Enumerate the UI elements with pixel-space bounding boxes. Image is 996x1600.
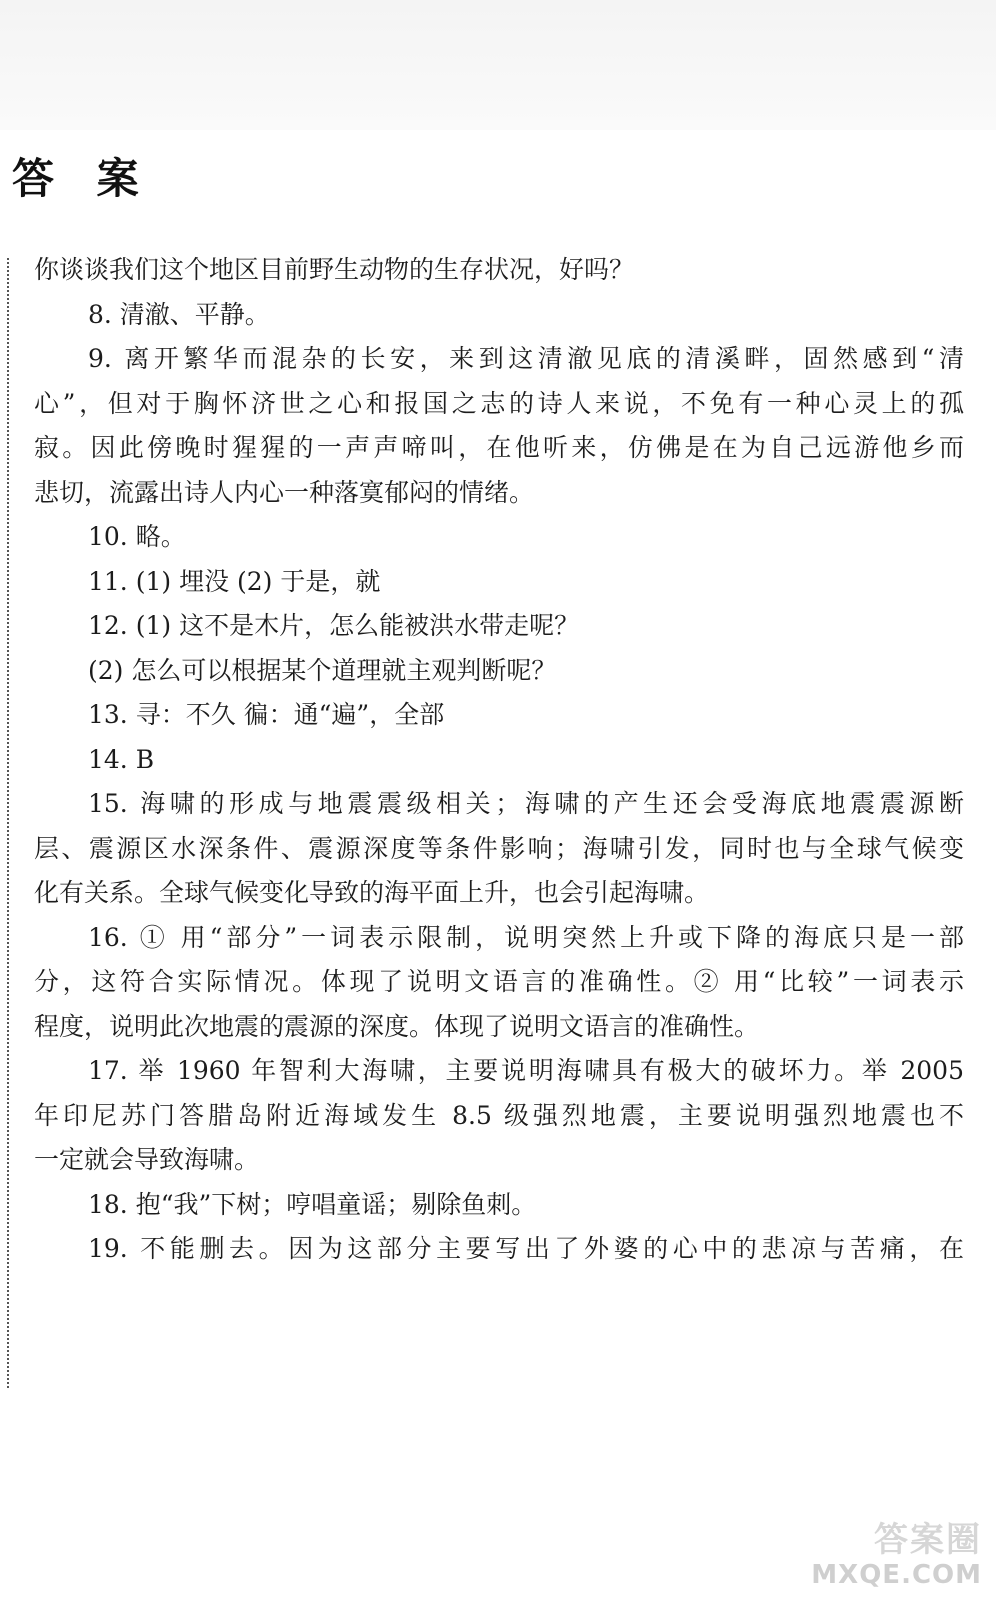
watermark-logo: 答案圈 — [874, 1520, 982, 1560]
text-line: 11. (1) 埋没 (2) 于是，就 — [88, 566, 381, 596]
text-line: 19. 不能删去。因为这部分主要写出了外婆的心中的悲凉与苦痛，在 — [88, 1234, 964, 1263]
text-line: 寂。因此傍晚时猩猩的一声声啼叫，在他听来，仿佛是在为自己远游他乡而 — [34, 433, 964, 462]
answer-text-body — [34, 248, 964, 1272]
text-line: 你谈谈我们这个地区目前野生动物的生存状况，好吗？ — [34, 255, 635, 284]
text-line: 层、震源区水深条件、震源深度等条件影响；海啸引发，同时也与全球气候变 — [34, 833, 964, 863]
text-line: 程度，说明此次地震的震源的深度。体现了说明文语言的准确性。 — [34, 1011, 760, 1041]
watermark — [794, 1512, 982, 1590]
section-title: 答 案 — [12, 154, 153, 203]
watermark-url: MXQE.COM — [811, 1560, 982, 1590]
page-header-band — [0, 0, 996, 130]
text-line: 一定就会导致海啸。 — [34, 1145, 260, 1174]
text-line: 16. ① 用“部分”一词表示限制，说明突然上升或下降的海底只是一部 — [88, 922, 964, 952]
text-line: 10. 略。 — [88, 522, 186, 551]
text-line: 13. 寻：不久 徧：通“遍”，全部 — [88, 700, 445, 729]
text-line: 年印尼苏门答腊岛附近海域发生 8.5 级强烈地震，主要说明强烈地震也不 — [34, 1100, 964, 1130]
text-line: (2) 怎么可以根据某个道理就主观判断呢？ — [88, 655, 557, 685]
text-line: 17. 举 1960 年智利大海啸，主要说明海啸具有极大的破坏力。举 2005 — [88, 1056, 964, 1085]
text-line: 14. B — [88, 744, 155, 774]
binding-margin-dotted-line — [7, 258, 9, 1388]
text-line: 悲切，流露出诗人内心一种落寞郁闷的情绪。 — [34, 477, 535, 507]
text-line: 化有关系。全球气候变化导致的海平面上升，也会引起海啸。 — [34, 878, 710, 907]
text-line: 18. 抱“我”下树；哼唱童谣；剔除鱼刺。 — [88, 1189, 537, 1219]
text-line: 分，这符合实际情况。体现了说明文语言的准确性。② 用“比较”一词表示 — [34, 967, 964, 996]
text-line: 15. 海啸的形成与地震震级相关；海啸的产生还会受海底地震震源断 — [88, 789, 964, 818]
text-line: 心”，但对于胸怀济世之心和报国之志的诗人来说，不免有一种心灵上的孤 — [34, 388, 964, 418]
text-line: 9. 离开繁华而混杂的长安，来到这清澈见底的清溪畔，固然感到“清 — [88, 344, 964, 373]
text-line: 12. (1) 这不是木片，怎么能被洪水带走呢？ — [88, 611, 580, 640]
text-line: 8. 清澈、平静。 — [88, 299, 270, 329]
